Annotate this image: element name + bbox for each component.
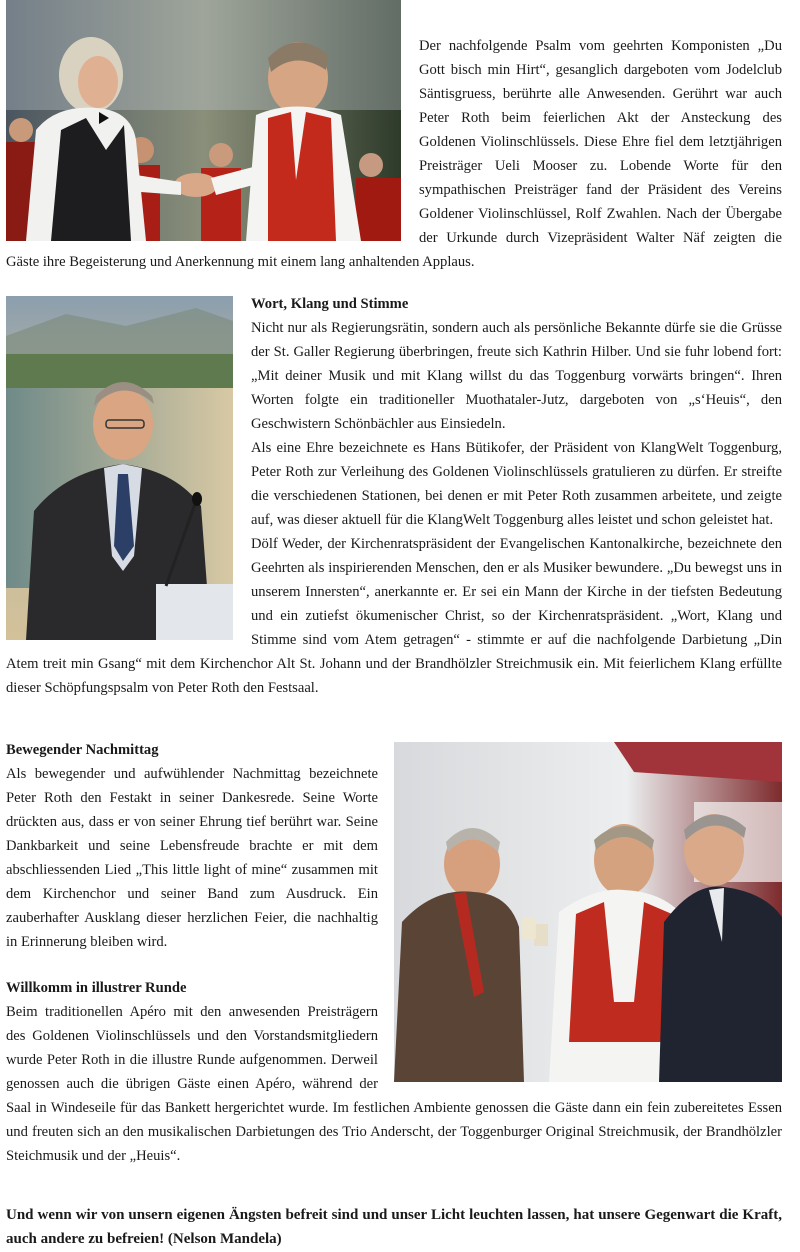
ceremony-paragraph: Der nachfolgende Psalm vom geehrten Komponisten „Du Gott bisch min Hirt“, gesanglich dargeboten vom Jodelclub Säntisgruess, berührte alle Anwesenden. Gerührt war auch Peter Roth beim feierlichen Akt der Ansteckung des Goldenen Violinschlüssels. Diese Ehre fiel dem letztjährigen Preisträger Ueli Mooser zu. Lobende Worte für den sympathischen Preisträger fand der Präsident des Vereins Goldener Violinschlüssel, Rolf Zwahlen. Nach der Übergabe der Urkunde durch Vizepräsident Walter Näf zeigten die Gäste ihre Begeisterung und Anerkennung mit einem lang anhaltenden Applaus.	[6, 38, 782, 270]
section-heading: Bewegender Nachmittag	[6, 742, 159, 758]
section-paragraph: Als eine Ehre bezeichnete es Hans Bütikofer, der Präsident von KlangWelt Toggenburg, Peter Roth zur Verleihung des Goldenen Violinschlüssels gratulieren zu dürfen. Er streifte die verschiedenen Stationen, bei denen er mit Peter Roth zusammen arbeitete, und zeigte auf, was dieser aktuell für die KlangWelt Toggenburg alles leistet und schon geleistet hat.	[251, 440, 782, 528]
section-paragraph-2: Beim traditionellen Apéro mit den anwesenden Preisträgern des Goldenen Violinschlüssels und den Vorstandsmitgliedern wurde Peter Roth in die illustre Runde aufgenommen. Derweil genossen auch die übrigen Gäste einen Apéro, während der Saal in Windeseile für das Bankett hergerichtet wurde. Im festlichen Ambiente genossen die Gäste dann ein fein zubereitetes Essen und freuten sich an den musikalischen Darbietungen des Trio Anderscht, der Toggenburger Original Streichmusik, der Brandhölzler Steichmusik und der „Heuis“.	[6, 1004, 782, 1164]
section-paragraph: Als bewegender und aufwühlender Nachmittag bezeichnete Peter Roth den Festakt in seiner Dankesrede. Seine Worte drückten aus, dass er von seiner Ehrung tief berührt war. Seine Dankbarkeit und seine Lebensfreude brachte er mit dem abschliessenden Lied „This little light of mine“ zusammen mit dem Kirchenchor und seiner Band zum Ausdruck. Ein zauberhafter Ausklang dieser herzlichen Feier, die nachhaltig in Erinnerung bleiben wird.	[6, 766, 378, 950]
section-nachmittag	[6, 738, 782, 1168]
section-ceremony	[6, 0, 782, 274]
section-heading-2: Willkomm in illustrer Runde	[6, 980, 187, 996]
section-wort-klang-stimme	[6, 292, 782, 700]
section-paragraph: Nicht nur als Regierungsrätin, sondern auch als persönliche Bekannte dürfe sie die Grüsse der St. Galler Regierung überbringen, freute sich Kathrin Hilber. Und sie fuhr lobend fort: „Mit deiner Musik und mit Klang willst du das Toggenburg vorwärts bringen“. Ihren Worten folgte ein traditioneller Muothataler-Jutz, dargeboten von „s‘Heuis“, den Geschwistern Schönbächler aus Einsiedeln.	[251, 320, 782, 432]
photo-handshake	[6, 0, 401, 241]
section-paragraph: Dölf Weder, der Kirchenratspräsident der Evangelischen Kantonalkirche, bezeichnete den Geehrten als inspirierenden Menschen, den er als Musiker bewundere. „Du bewegst uns in unserem Innersten“, anerkannte er. Er sei ein Mann der Kirche in der tiefsten Bedeutung und ein zutiefst ökumenischer Christ, so der Kirchenratspräsident. „Wort, Klang und Stimme sind vom Atem getragen“ - stimmte er auf die nachfolgende Darbietung „Din Atem treit min Gsang“ mit dem Kirchenchor Alt St. Johann und der Brandhölzler Streichmusik ein. Mit feierlichem Klang erfüllte dieser Schöpfungspsalm von Peter Roth den Festsaal.	[6, 536, 782, 696]
photo-speaker	[6, 296, 233, 640]
photo-apero	[394, 742, 782, 1082]
mandela-quote: Und wenn wir von unsern eigenen Ängsten befreit sind und unser Licht leuchten lassen, hat unsere Gegenwart die Kraft, auch andere zu befreien! (Nelson Mandela)	[6, 1207, 782, 1247]
section-heading: Wort, Klang und Stimme	[251, 296, 409, 312]
